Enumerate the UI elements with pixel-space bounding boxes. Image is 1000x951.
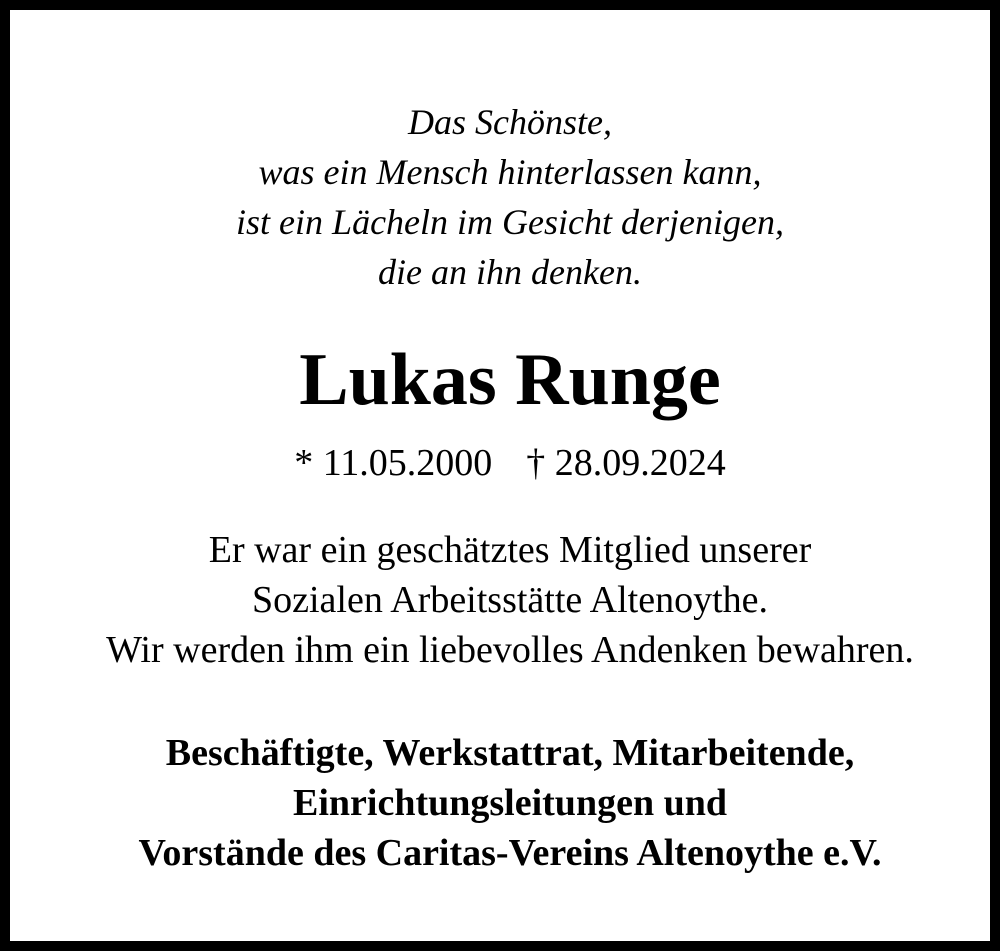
deceased-name: Lukas Runge — [299, 339, 721, 421]
quote-line-1: Das Schönste, — [408, 102, 612, 142]
message-line-3: Wir werden ihm ein liebevolles Andenken bewahren. — [106, 629, 914, 671]
quote-line-3: ist ein Lächeln im Gesicht derjenigen, — [236, 202, 784, 242]
birth-date: * 11.05.2000 — [294, 442, 493, 484]
message-line-2: Sozialen Arbeitsstätte Altenoythe. — [251, 579, 769, 621]
life-dates — [10, 438, 1000, 488]
signers-line-1: Beschäftigte, Werkstattrat, Mitarbeitende, — [165, 732, 855, 774]
signers-line-2: Einrichtungsleitungen und — [293, 782, 727, 824]
quote-line-2: was ein Mensch hinterlassen kann, — [258, 152, 762, 192]
signers-line-3: Vorstände des Caritas-Vereins Altenoythe e.V. — [138, 832, 882, 874]
message-line-1: Er war ein geschätztes Mitglied unserer — [208, 529, 812, 571]
quote-line-4: die an ihn denken. — [378, 252, 642, 292]
death-date: † 28.09.2024 — [526, 442, 726, 484]
